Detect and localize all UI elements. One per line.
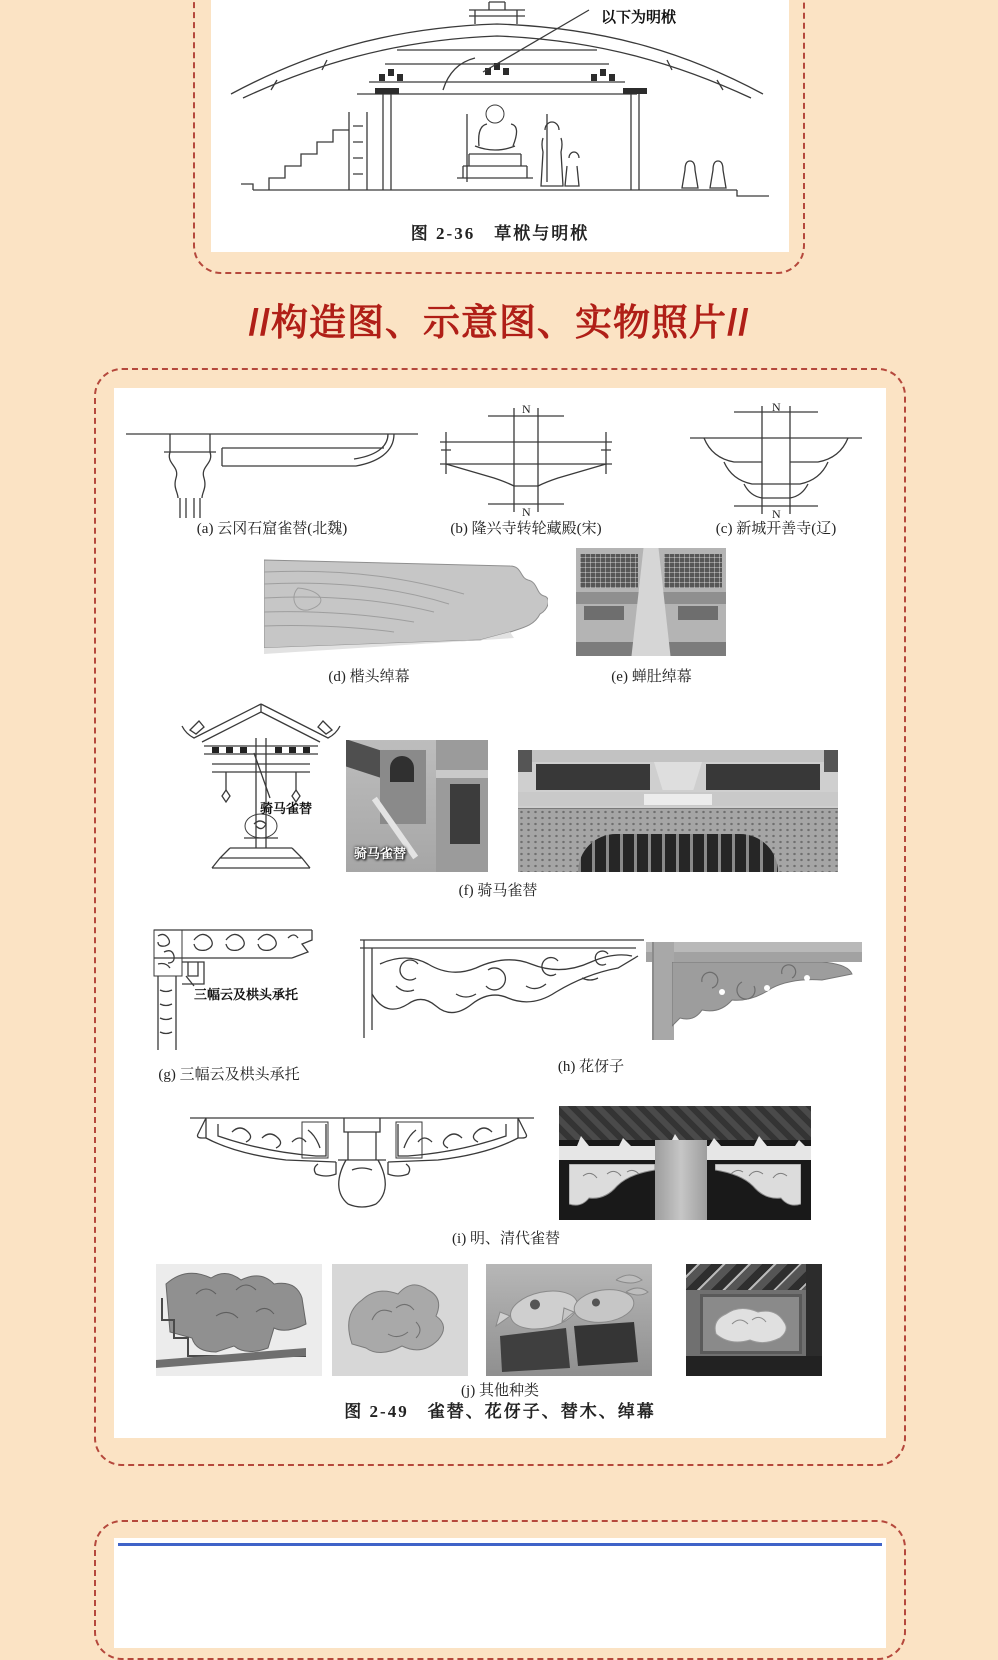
- photo-texture: [332, 1264, 468, 1376]
- figure-i-caption: (i) 明、清代雀替: [452, 1231, 560, 1247]
- section-heading: //构造图、示意图、实物照片//: [248, 302, 750, 343]
- photo-texture: [655, 1140, 707, 1220]
- temple-cross-section-drawing: [217, 0, 777, 200]
- photo-texture: [654, 762, 702, 790]
- main-figure-card: [114, 388, 886, 1438]
- figure-d-caption: (d) 楷头绰幕: [328, 669, 410, 685]
- photo-texture: [390, 756, 414, 782]
- figure-f-caption: (f) 骑马雀替: [458, 883, 538, 899]
- photo-texture: [644, 794, 712, 805]
- photo-texture: [706, 764, 820, 790]
- photo-texture: [706, 1300, 790, 1344]
- figure-c-caption: (c) 新城开善寺(辽): [715, 521, 837, 537]
- figure-f-photo-street: [346, 740, 488, 872]
- mark-n: N: [522, 402, 531, 416]
- photo-texture: [580, 554, 638, 588]
- figure-b-drawing: [436, 402, 616, 518]
- figure-j-photo-2: [332, 1264, 468, 1376]
- label-sanfuyun: 三幅云及栱头承托: [194, 987, 299, 1002]
- mark-n: N: [772, 507, 781, 518]
- photo-texture: [652, 942, 674, 1040]
- figure-j-caption: (j) 其他种类: [461, 1383, 539, 1399]
- photo-texture: [584, 606, 624, 620]
- photo-texture: [518, 750, 532, 772]
- paifang-drawing: [174, 698, 349, 880]
- photo-texture: [824, 750, 838, 772]
- label-qima-queti-drawing: 骑马雀替: [260, 801, 313, 816]
- figure-j-photo-1: [156, 1264, 322, 1376]
- figure-a-caption: (a) 云冈石窟雀替(北魏): [196, 521, 348, 537]
- photo-texture: [156, 1264, 322, 1376]
- photo-texture: [578, 834, 778, 872]
- figure-h-photo: [646, 936, 862, 1046]
- photo-texture: [646, 952, 862, 962]
- photo-texture: [436, 770, 488, 778]
- figure-h-caption: (h) 花伢子: [557, 1059, 625, 1075]
- label-qima-queti-photo: 骑马雀替: [354, 846, 407, 861]
- annotation-mingfu: 以下为明栿: [601, 10, 677, 26]
- next-figure-panel: [94, 1520, 906, 1660]
- figure-2-49-caption: 图 2-49 雀替、花伢子、替木、绰幕: [344, 1402, 656, 1421]
- figure-g-drawing-block: [142, 918, 332, 1056]
- figure-g-spandrel-drawing: [356, 934, 648, 1048]
- photo-texture: [646, 942, 862, 952]
- next-figure-card: [114, 1538, 886, 1648]
- photo-texture: [486, 1264, 652, 1376]
- figure-f-photo-lintel: [518, 750, 838, 872]
- top-figure-panel: [193, 0, 805, 274]
- photo-texture: [569, 1164, 655, 1212]
- main-figure-panel: [94, 368, 906, 1466]
- photo-texture: [536, 764, 650, 790]
- mark-n: N: [772, 402, 781, 414]
- figure-2-36-caption: 图 2-36 草栿与明栿: [410, 223, 590, 243]
- figure-i-drawing: [176, 1108, 548, 1210]
- photo-texture: [686, 1264, 822, 1290]
- figure-i-photo: [559, 1106, 811, 1220]
- figure-a-drawing: [126, 418, 418, 518]
- figure-c-drawing: [686, 402, 866, 518]
- carved-bracket-shape: [672, 962, 856, 1042]
- photo-texture: [450, 784, 480, 844]
- figure-e-caption: (e) 蝉肚绰幕: [611, 669, 692, 685]
- photo-texture: [518, 750, 838, 762]
- figure-g-caption: (g) 三幅云及栱头承托: [158, 1067, 300, 1083]
- figure-e-photo: [576, 548, 726, 656]
- photo-texture: [715, 1164, 801, 1212]
- top-figure-card: [211, 0, 789, 252]
- figure-j-photo-3: [486, 1264, 652, 1376]
- photo-texture: [678, 606, 718, 620]
- photo-texture: [664, 554, 722, 588]
- figure-j-photo-4: [686, 1264, 822, 1376]
- figure-f-drawing-block: [174, 698, 349, 880]
- figure-d-photo: [264, 554, 548, 660]
- figure-b-caption: (b) 隆兴寺转轮藏殿(宋): [450, 521, 602, 537]
- mark-n: N: [522, 505, 531, 518]
- photo-texture: [686, 1356, 822, 1376]
